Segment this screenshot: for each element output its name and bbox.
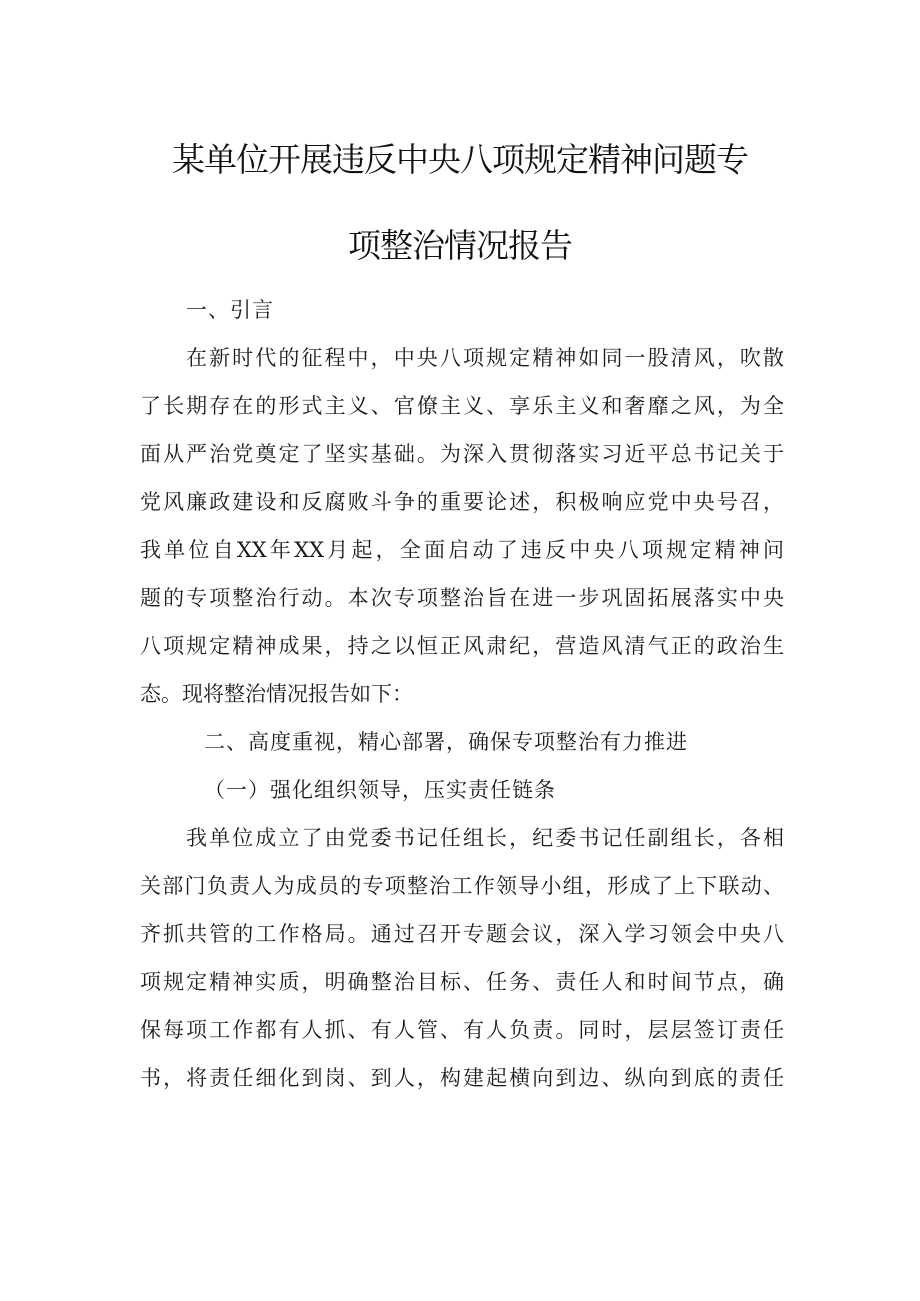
paragraph-line: 齐抓共管的工作格局。通过召开专题会议，深入学习领会中央八 bbox=[140, 922, 784, 946]
paragraph-line: 在新时代的征程中，中央八项规定精神如同一股清风，吹散 bbox=[186, 346, 784, 370]
document-title-line-2: 项整治情况报告 bbox=[348, 226, 572, 265]
paragraph-line: 保每项工作都有人抓、有人管、有人负责。同时，层层签订责任 bbox=[140, 1018, 784, 1042]
paragraph-line: 我单位自XX年XX月起，全面启动了违反中央八项规定精神问 bbox=[140, 538, 784, 562]
paragraph-line: 关部门负责人为成员的专项整治工作领导小组，形成了上下联动、 bbox=[140, 874, 784, 898]
paragraph-line: 项规定精神实质，明确整治目标、任务、责任人和时间节点，确 bbox=[140, 970, 784, 994]
paragraph-line: 党风廉政建设和反腐败斗争的重要论述，积极响应党中央号召， bbox=[140, 490, 784, 514]
document-title-line-1: 某单位开展违反中央八项规定精神问题专 bbox=[172, 140, 748, 179]
subsection-heading-organization: （一）强化组织领导，压实责任链条 bbox=[204, 778, 556, 802]
paragraph-line: 书，将责任细化到岗、到人，构建起横向到边、纵向到底的责任 bbox=[140, 1066, 784, 1090]
paragraph-line: 八项规定精神成果，持之以恒正风肃纪，营造风清气正的政治生 bbox=[140, 634, 784, 658]
section-heading-deployment: 二、高度重视，精心部署，确保专项整治有力推进 bbox=[204, 730, 688, 754]
paragraph-line: 了长期存在的形式主义、官僚主义、享乐主义和奢靡之风，为全 bbox=[140, 394, 784, 418]
paragraph-line: 态。现将整治情况报告如下： bbox=[140, 682, 413, 706]
section-heading-introduction: 一、引言 bbox=[186, 298, 274, 322]
paragraph-line: 题的专项整治行动。本次专项整治旨在进一步巩固拓展落实中央 bbox=[140, 586, 784, 610]
paragraph-line: 面从严治党奠定了坚实基础。为深入贯彻落实习近平总书记关于 bbox=[140, 442, 784, 466]
paragraph-line: 我单位成立了由党委书记任组长，纪委书记任副组长，各相 bbox=[186, 826, 784, 850]
document-body bbox=[140, 286, 784, 1102]
